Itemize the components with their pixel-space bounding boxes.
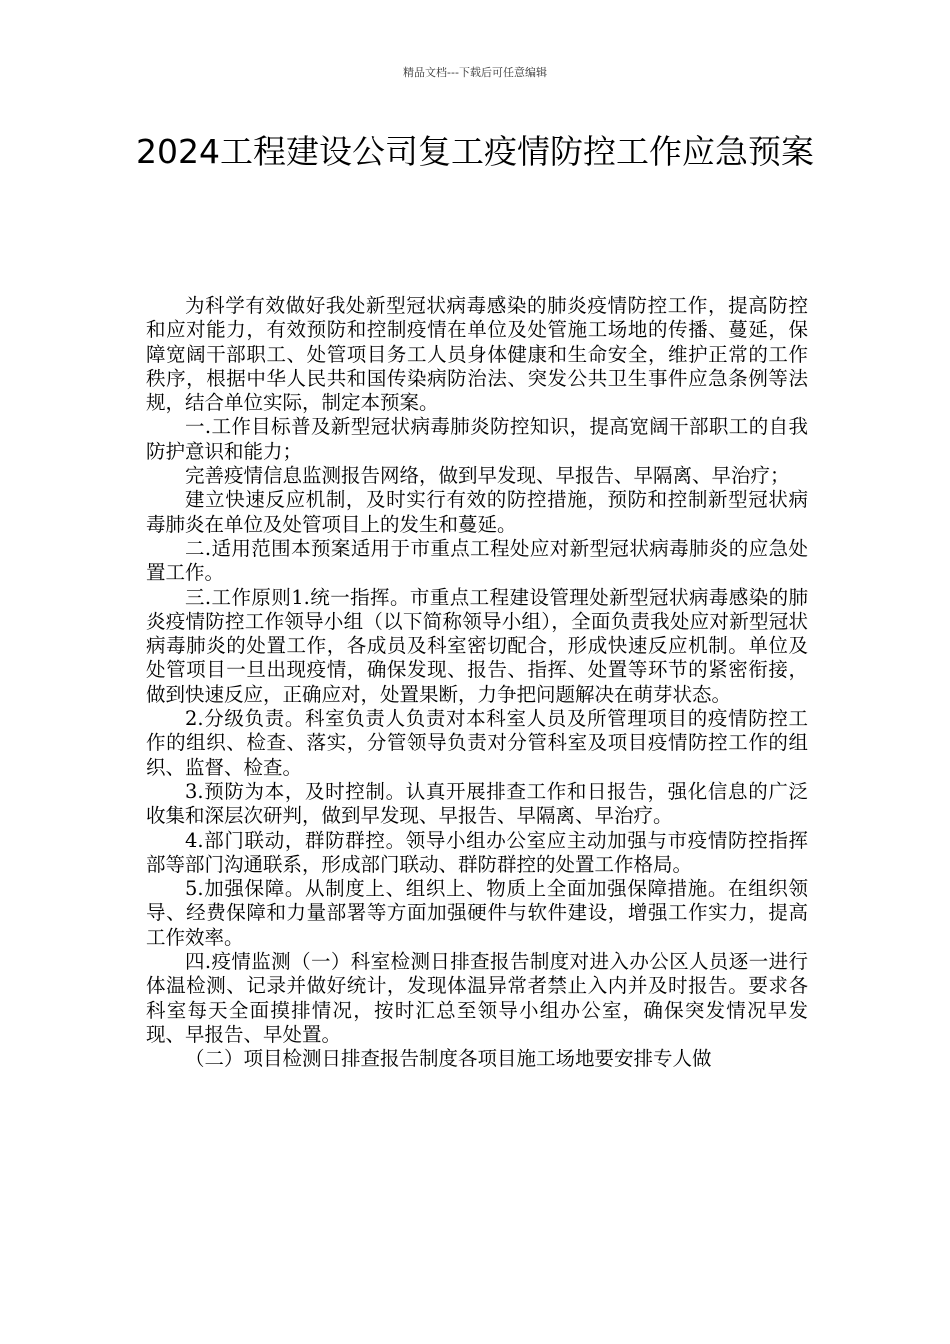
paragraph-principle-coordination: 4.部门联动，群防群控。领导小组办公室应主动加强与市疫情防控指挥部等部门沟通联系，形成部门联动、群防群控的处置工作格局。: [146, 828, 808, 876]
paragraph-intro: 为科学有效做好我处新型冠状病毒感染的肺炎疫情防控工作，提高防控和应对能力，有效预防和控制疫情在单位及处管施工场地的传播、蔓延，保障宽阔干部职工、处管项目务工人员身体健康和生命安全，维护正常的工作秩序，根据中华人民共和国传染病防治法、突发公共卫生事件应急条例等法规，结合单位实际，制定本预案。: [146, 294, 808, 415]
paragraph-principle-command: 三.工作原则1.统一指挥。市重点工程建设管理处新型冠状病毒感染的肺炎疫情防控工作领导小组（以下简称领导小组），全面负责我处应对新型冠状病毒肺炎的处置工作，各成员及科室密切配合，形成快速反应机制。单位及处管项目一旦出现疫情，确保发现、报告、指挥、处置等环节的紧密衔接，做到快速反应，正确应对，处置果断，力争把问题解决在萌芽状态。: [146, 585, 808, 706]
paragraph-monitoring-network: 完善疫情信息监测报告网络，做到早发现、早报告、早隔离、早治疗；: [185, 464, 790, 488]
paragraph-scope: 二.适用范围本预案适用于市重点工程处应对新型冠状病毒肺炎的应急处置工作。: [146, 536, 808, 585]
paragraph-response-mechanism: 建立快速反应机制，及时实行有效的防控措施，预防和控制新型冠状病毒肺炎在单位及处管项目上的发生和蔓延。: [146, 488, 808, 536]
document-body: [146, 294, 808, 1072]
header-note: 精品文档---下载后可任意编辑: [403, 66, 547, 79]
paragraph-epidemic-monitoring: 四.疫情监测（一）科室检测日排查报告制度对进入办公区人员逐一进行体温检测、记录并做好统计，发现体温异常者禁止入内并及时报告。要求各科室每天全面摸排情况，按时汇总至领导小组办公室，确保突发情况早发现、早报告、早处置。: [146, 950, 808, 1046]
paragraph-objective: 一.工作目标普及新型冠状病毒肺炎防控知识，提高宽阔干部职工的自我防护意识和能力；: [146, 415, 808, 463]
paragraph-project-monitoring: （二）项目检测日排查报告制度各项目施工场地要安排专人做: [185, 1047, 712, 1071]
paragraph-principle-responsibility: 2.分级负责。科室负责人负责对本科室人员及所管理项目的疫情防控工作的组织、检查、落实，分管领导负责对分管科室及项目疫情防控工作的组织、监督、检查。: [146, 707, 808, 779]
paragraph-principle-prevention: 3.预防为本，及时控制。认真开展排查工作和日报告，强化信息的广泛收集和深层次研判，做到早发现、早报告、早隔离、早治疗。: [146, 779, 808, 828]
document-title: 2024工程建设公司复工疫情防控工作应急预案: [136, 132, 814, 171]
paragraph-principle-support: 5.加强保障。从制度上、组织上、物质上全面加强保障措施。在组织领导、经费保障和力量部署等方面加强硬件与软件建设，增强工作实力，提高工作效率。: [146, 877, 808, 949]
